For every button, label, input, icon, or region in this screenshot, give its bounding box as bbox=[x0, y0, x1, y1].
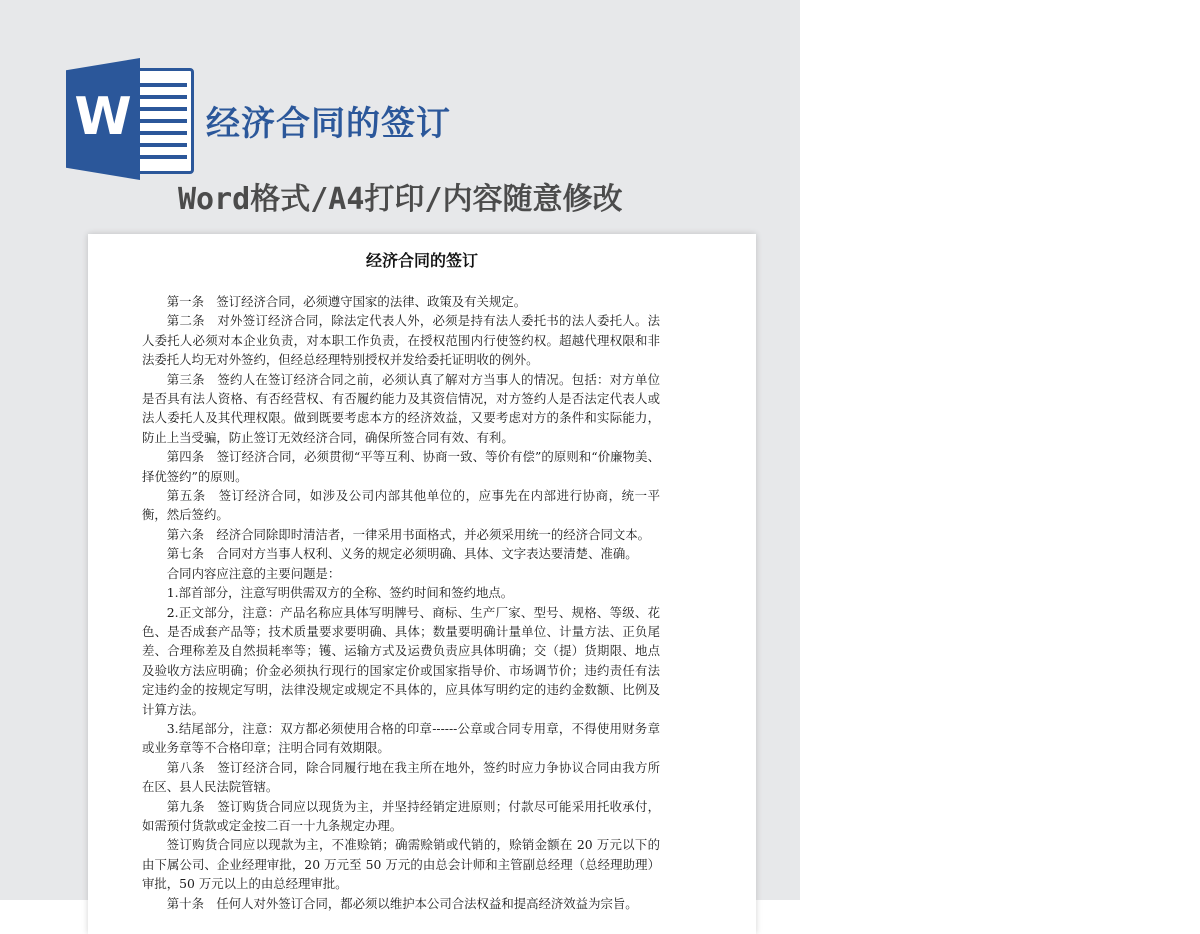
document-page bbox=[88, 234, 756, 934]
article-5: 第五条 签订经济合同，如涉及公司内部其他单位的，应事先在内部进行协商，统一平衡，然后签约。 bbox=[142, 488, 660, 523]
article-7: 第七条 合同对方当事人权利、义务的规定必须明确、具体、文字表达要清楚、准确。 bbox=[166, 546, 638, 562]
content-item-3: 3.结尾部分，注意：双方都必须使用合格的印章------公章或合同专用章，不得使用财务章或业务章等不合格印章；注明合同有效期限。 bbox=[142, 720, 660, 756]
page-headline: 经济合同的签订 bbox=[206, 104, 451, 144]
word-letter: W bbox=[74, 87, 132, 147]
article-4: 第四条 签订经济合同，必须贯彻“平等互利、协商一致、等价有偿”的原则和“价廉物美、择优签约”的原则。 bbox=[142, 449, 660, 484]
content-item-1: 1.部首部分，注意写明供需双方的全称、签约时间和签约地点。 bbox=[166, 585, 514, 601]
sales-contract-paragraph: 签订购货合同应以现款为主，不准赊销；确需赊销或代销的，赊销金额在 20 万元以下的由下属公司、企业经理审批，20 万元至 50 万元的由总会计师和主管副总经理（总经理助理）审批，50 万元以上的由总经理审批。 bbox=[142, 837, 660, 892]
article-10: 第十条 任何人对外签订合同，都必须以维护本公司合法权益和提高经济效益为宗旨。 bbox=[166, 895, 638, 911]
content-item-2: 2.正文部分，注意：产品名称应具体写明牌号、商标、生产厂家、型号、规格、等级、花色、是否成套产品等；技术质量要求要明确、具体；数量要明确计量单位、计量方法、正负尾差、合理称差及自然损耗率等；镬、运输方式及运费负责应具体明确；交（提）货期限、地点及验收方法应明确；价金必须执行现行的国家定价或国家指导价、市场调节价；违约责任有法定违约金的按规定写明，法律没规定或规定不具体的，应具体写明约定的违约金数额、比例及计算方法。 bbox=[142, 604, 660, 717]
article-9: 第九条 签订购货合同应以现货为主，并坚持经销定进原则；付款尽可能采用托收承付，如需预付货款或定金按二百一十九条规定办理。 bbox=[142, 798, 660, 833]
document-body bbox=[142, 292, 660, 913]
article-6: 第六条 经济合同除即时清洁者，一律采用书面格式，并必须采用统一的经济合同文本。 bbox=[166, 526, 651, 542]
format-subheadline: Word格式/A4打印/内容随意修改 bbox=[178, 182, 623, 217]
contract-content-intro: 合同内容应注意的主要问题是： bbox=[166, 565, 341, 581]
word-logo-icon bbox=[66, 58, 196, 180]
article-2: 第二条 对外签订经济合同，除法定代表人外，必须是持有法人委托书的法人委托人。法人委托人必须对本企业负责，对本职工作负责，在授权范围内行使签约权。超越代理权限和非法委托人均无对外签约，但经总经理特别授权并发给委托证明收的例外。 bbox=[142, 313, 660, 368]
blank-area bbox=[800, 0, 1200, 900]
article-8: 第八条 签订经济合同，除合同履行地在我主所在地外，签约时应力争协议合同由我方所在区、县人民法院管辖。 bbox=[142, 759, 660, 795]
document-title: 经济合同的签订 bbox=[365, 251, 478, 270]
article-3: 第三条 签约人在签订经济合同之前，必须认真了解对方当事人的情况。包括：对方单位是否具有法人资格、有否经营权、有否履约能力及其资信情况，对方签约人是否法定代表人或法人委托人及其代理权限。做到既要考虑本方的经济效益，又要考虑对方的条件和实际能力，防止上当受骗，防止签订无效经济合同，确保所签合同有效、有利。 bbox=[142, 371, 660, 445]
article-1: 第一条 签订经济合同，必须遵守国家的法律、政策及有关规定。 bbox=[166, 294, 527, 309]
